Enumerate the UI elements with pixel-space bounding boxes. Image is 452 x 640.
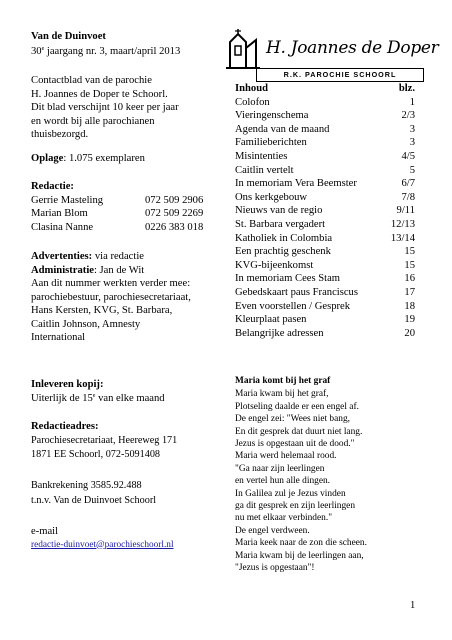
toc-row xyxy=(235,218,415,232)
poem xyxy=(235,375,420,575)
advertenties-label: Advertenties: xyxy=(31,251,93,262)
edition-number: 30 xyxy=(31,46,42,57)
poem-title: Maria komt bij het graf xyxy=(235,376,331,386)
contact-line: thuisbezorgd. xyxy=(31,129,89,140)
redactie-block xyxy=(31,180,203,234)
toc-row xyxy=(235,272,415,286)
redactie-label: Redactie: xyxy=(31,181,74,192)
edition-line xyxy=(31,45,180,59)
contact-line: en wordt bij alle parochianen xyxy=(31,115,155,127)
contact-block xyxy=(31,74,179,142)
administratie-value: : Jan de Wit xyxy=(93,264,145,276)
toc-page: 17 xyxy=(404,286,415,298)
redactie-row xyxy=(31,221,203,235)
toc-title: Vieringenschema xyxy=(235,110,309,122)
toc-header xyxy=(235,82,415,96)
redactie-phone: 0226 383 018 xyxy=(145,221,204,233)
contact-line: H. Joannes de Doper te Schoorl. xyxy=(31,88,168,100)
poem-line: ga dit gesprek en zijn leerlingen xyxy=(235,501,356,512)
medewerkers-line: Aan dit nummer werkten verder mee: xyxy=(31,278,191,289)
bank-line: Bankrekening 3585.92.488 xyxy=(31,480,142,491)
toc-page: 1 xyxy=(409,96,415,108)
redactieadres-line: Parochiesecretariaat, Heereweg 171 xyxy=(31,434,178,446)
toc-row xyxy=(235,313,415,327)
toc-title: Familieberichten xyxy=(235,137,307,149)
inleveren-sup: e xyxy=(92,392,96,399)
toc-row xyxy=(235,327,415,341)
toc-page: 3 xyxy=(409,123,415,135)
logo-subtitle-box xyxy=(256,68,424,82)
toc-title: In memoriam Vera Beemster xyxy=(235,178,357,190)
email-label: e-mail xyxy=(31,526,59,537)
edition-rest: jaargang nr. 3, maart/april 2013 xyxy=(44,46,181,57)
toc-title: KVG-bijeenkomst xyxy=(235,259,314,271)
toc-row xyxy=(235,245,415,259)
toc-page: 4/5 xyxy=(401,150,415,162)
toc-page: 15 xyxy=(404,246,415,258)
toc-title: Katholiek in Colombia xyxy=(235,232,333,244)
toc-page: 12/13 xyxy=(390,218,415,230)
newsletter-title: Van de Duinvoet xyxy=(31,31,106,42)
toc-row xyxy=(235,164,415,178)
redactieadres-line: 1871 EE Schoorl, 072-5091408 xyxy=(31,449,161,461)
logo-subtitle: R.K. PAROCHIE SCHOORL xyxy=(283,70,397,79)
toc-row xyxy=(235,300,415,314)
toc-title: Gebedskaart paus Franciscus xyxy=(235,286,358,298)
toc-row xyxy=(235,177,415,191)
redactie-phone: 072 509 2269 xyxy=(145,208,204,219)
oplage-value: : 1.075 exemplaren xyxy=(63,153,145,164)
administratie-label: Administratie xyxy=(31,264,94,276)
poem-line: Maria werd helemaal rood. xyxy=(235,451,337,462)
toc-title: Colofon xyxy=(235,96,270,108)
table-of-contents xyxy=(235,82,415,340)
email-block xyxy=(31,525,174,552)
toc-title: In memoriam Cees Stam xyxy=(235,273,341,285)
toc-title: Belangrijke adressen xyxy=(235,327,324,339)
medewerkers-line: parochiebestuur, parochiesecretariaat, xyxy=(31,291,191,303)
toc-row xyxy=(235,232,415,246)
toc-title: Agenda van de maand xyxy=(235,123,330,135)
inleveren-label: Inleveren kopij: xyxy=(31,379,104,390)
toc-title: Ons kerkgebouw xyxy=(235,191,308,203)
logo-text: H. Joannes de Doper xyxy=(266,38,439,58)
toc-row xyxy=(235,96,415,110)
poem-line: "Ga naar zijn leerlingen xyxy=(235,463,325,474)
toc-page: 15 xyxy=(404,259,415,271)
toc-row xyxy=(235,136,415,150)
poem-line: Maria keek naar de zon die scheen. xyxy=(235,538,367,549)
toc-title: Een prachtig geschenk xyxy=(235,246,331,258)
inleveren-block xyxy=(31,378,165,405)
poem-line: Jezus is opgestaan uit de dood." xyxy=(235,439,355,450)
toc-page: 9/11 xyxy=(396,205,415,217)
contact-line: Dit blad verschijnt 10 keer per jaar xyxy=(31,102,179,113)
poem-line: Plotseling daalde er een engel af. xyxy=(235,401,359,412)
medewerkers-line: International xyxy=(31,332,86,343)
toc-header-left: Inhoud xyxy=(235,83,268,94)
poem-line: nu met elkaar verbinden." xyxy=(235,513,333,524)
advertenties-value: via redactie xyxy=(92,251,144,262)
toc-page: 3 xyxy=(409,137,415,149)
bank-block xyxy=(31,479,156,509)
contact-line: Contactblad van de parochie xyxy=(31,75,152,86)
poem-line: En dit gesprek dat duurt niet lang. xyxy=(235,426,363,437)
email-link[interactable]: redactie-duinvoet@parochieschoorl.nl xyxy=(31,539,174,550)
toc-page: 6/7 xyxy=(401,178,415,190)
toc-page: 18 xyxy=(404,300,415,312)
redactie-row xyxy=(31,207,203,221)
toc-title: Kleurplaat pasen xyxy=(235,314,307,326)
poem-line: De engel zei: "Wees niet bang, xyxy=(235,414,351,425)
poem-line: "Jezus is opgestaan"! xyxy=(235,563,315,574)
inleveren-post: van elke maand xyxy=(95,392,165,404)
toc-title: Misintenties xyxy=(235,150,288,162)
toc-title: Even voorstellen / Gesprek xyxy=(235,300,351,312)
toc-row xyxy=(235,286,415,300)
toc-row xyxy=(235,150,415,164)
toc-row xyxy=(235,123,415,137)
toc-page: 5 xyxy=(409,164,415,176)
medewerkers-line: Caitlin Johnson, Amnesty xyxy=(31,318,141,330)
redactie-name: Gerrie Masteling xyxy=(31,194,104,206)
poem-line: De engel verdween. xyxy=(235,525,310,536)
toc-row xyxy=(235,109,415,123)
redactie-row xyxy=(31,194,203,208)
medewerkers-line: Hans Kersten, KVG, St. Barbara, xyxy=(31,305,173,316)
toc-page: 20 xyxy=(404,327,415,339)
redactie-phone: 072 509 2906 xyxy=(145,194,204,206)
poem-line: en vertel hun alle dingen. xyxy=(235,476,331,487)
toc-row xyxy=(235,259,415,273)
redactieadres-label: Redactieadres: xyxy=(31,421,99,432)
page-number: 1 xyxy=(410,600,416,611)
toc-title: St. Barbara vergadert xyxy=(235,218,326,230)
toc-row xyxy=(235,191,415,205)
toc-title: Caitlin vertelt xyxy=(235,164,294,176)
toc-page: 7/8 xyxy=(401,191,415,203)
redactie-name: Marian Blom xyxy=(31,208,88,219)
toc-row xyxy=(235,204,415,218)
oplage-line xyxy=(31,152,145,166)
toc-page: 13/14 xyxy=(390,232,415,244)
toc-header-right: blz. xyxy=(398,83,415,94)
oplage-label: Oplage xyxy=(31,153,64,164)
advertenties-block xyxy=(31,250,191,345)
inleveren-pre: Uiterlijk de 15 xyxy=(31,392,93,404)
poem-line: In Galilea zul je Jezus vinden xyxy=(235,488,346,499)
edition-sup: e xyxy=(41,46,45,52)
poem-line: Maria kwam bij de leerlingen aan, xyxy=(235,550,364,561)
bank-line: t.n.v. Van de Duinvoet Schoorl xyxy=(31,494,157,506)
redactieadres-block xyxy=(31,420,177,463)
toc-title: Nieuws van de regio xyxy=(235,205,323,217)
toc-page: 2/3 xyxy=(401,110,415,122)
redactie-name: Clasina Nanne xyxy=(31,221,94,233)
toc-page: 19 xyxy=(404,314,415,326)
toc-page: 16 xyxy=(404,273,415,285)
poem-line: Maria kwam bij het graf, xyxy=(235,389,329,400)
